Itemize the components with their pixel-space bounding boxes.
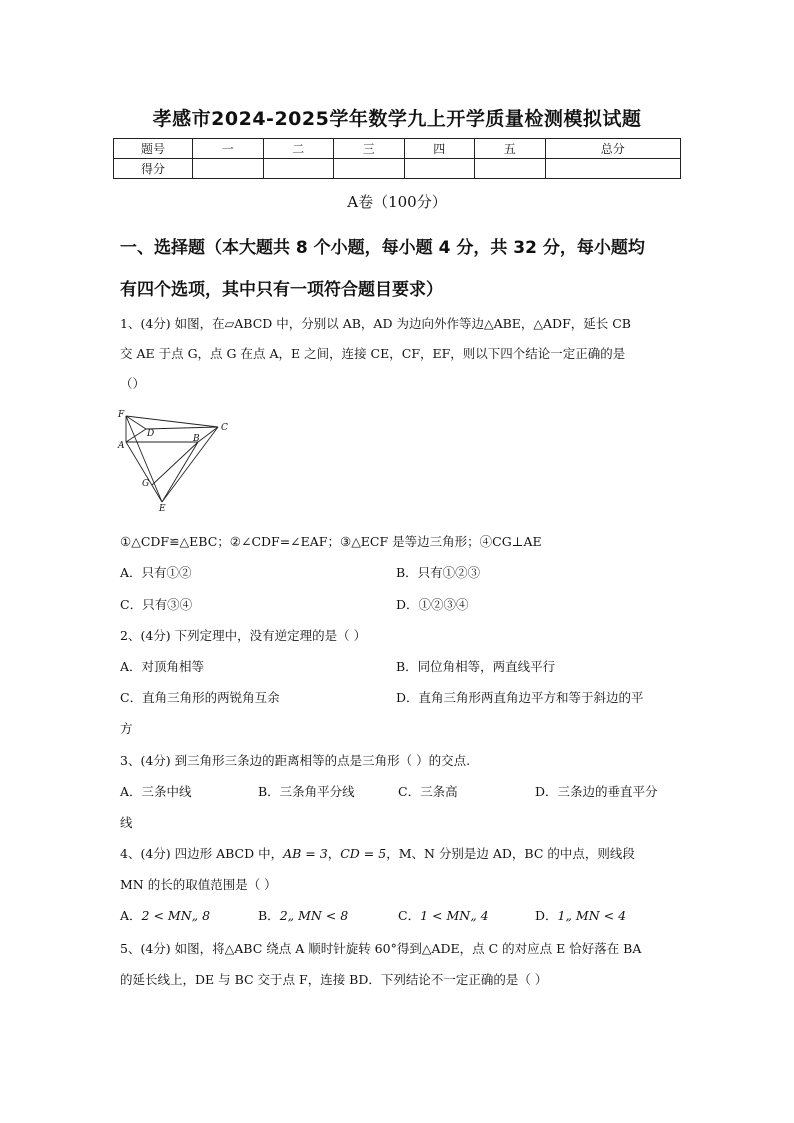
q4-option-c-label: C．: [398, 908, 421, 923]
q4-option-b-expr: 2„ MN < 8: [279, 908, 349, 923]
q1-option-d[interactable]: D．①②③④: [396, 597, 469, 612]
q4-equation-cd: CD = 5: [340, 846, 387, 861]
table-row: [114, 159, 681, 179]
figure-label-c: C: [221, 423, 228, 433]
q5-stem-line: 5、(4分) 如图，将△ABC 绕点 A 顺时针旋转 60°得到△ADE，点 C 的对应点 E 恰好落在 BA: [120, 941, 642, 956]
table-cell: 题号: [114, 139, 193, 159]
q5-stem-line: 的延长线上，DE 与 BC 交于点 F，连接 BD．下列结论不一定正确的是（ ）: [120, 972, 548, 987]
q2-option-a[interactable]: A．对顶角相等: [120, 659, 205, 674]
table-row: [114, 139, 681, 159]
table-cell: 总分: [545, 139, 681, 159]
figure-label-g: G: [142, 479, 150, 489]
figure-label-f: F: [118, 410, 125, 420]
table-cell: 一: [193, 139, 264, 159]
q1-stem-line: 1、(4分) 如图，在▱ABCD 中，分别以 AB，AD 为边向外作等边△ABE，△ADF，延长 CB: [120, 316, 631, 331]
q4-option-b[interactable]: [258, 906, 348, 924]
q3-stem: 3、(4分) 到三角形三条边的距离相等的点是三角形（ ）的交点.: [120, 753, 471, 768]
q1-option-a[interactable]: A．只有①②: [120, 565, 192, 580]
score-entry-cell[interactable]: [475, 159, 546, 179]
q1-option-c[interactable]: C．只有③④: [120, 597, 193, 612]
q3-option-c[interactable]: C．三条高: [398, 784, 458, 799]
score-table: [113, 138, 681, 179]
q3-option-d[interactable]: D．三条边的垂直平分: [535, 784, 658, 799]
figure-label-a: A: [118, 441, 125, 451]
q1-geometry-figure: [114, 405, 234, 513]
q4-option-a-expr: 2 < MN„ 8: [141, 908, 211, 923]
section-heading-line: 有四个选项，其中只有一项符合题目要求）: [120, 280, 443, 300]
figure-label-e: E: [159, 504, 166, 513]
score-entry-cell[interactable]: [193, 159, 264, 179]
table-cell: 四: [404, 139, 475, 159]
q1-stem-line: （）: [120, 376, 146, 391]
q1-conclusions: ①△CDF≌△EBC；②∠CDF=∠EAF；③△ECF 是等边三角形；④CG⊥AE: [120, 534, 542, 549]
q4-option-a[interactable]: [120, 906, 210, 924]
figure-label-b: B: [193, 434, 200, 444]
q4-stem-end: ，M、N 分别是边 AD，BC 的中点，则线段: [386, 846, 635, 861]
q3-option-b[interactable]: B．三条角平分线: [258, 784, 355, 799]
table-cell: 得分: [114, 159, 193, 179]
q3-option-d-continued: 线: [120, 815, 133, 830]
q2-stem: 2、(4分) 下列定理中，没有逆定理的是（ ）: [120, 628, 367, 643]
q4-equation-ab: AB = 3: [283, 846, 328, 861]
section-title: A卷（100分）: [347, 193, 447, 211]
score-entry-cell[interactable]: [404, 159, 475, 179]
q3-option-a[interactable]: A．三条中线: [120, 784, 192, 799]
q4-option-a-label: A．: [120, 908, 142, 923]
score-entry-cell[interactable]: [263, 159, 334, 179]
q2-option-c[interactable]: C．直角三角形的两锐角互余: [120, 690, 280, 705]
page-title: 孝感市2024-2025学年数学九上开学质量检测模拟试题: [152, 108, 642, 130]
q4-separator: ，: [327, 846, 341, 861]
q4-stem-line2: MN 的长的取值范围是（ ）: [120, 877, 277, 892]
table-cell: 三: [334, 139, 405, 159]
q1-option-b[interactable]: B．只有①②③: [396, 565, 481, 580]
q4-option-d[interactable]: [535, 906, 626, 924]
q4-option-d-label: D．: [535, 908, 558, 923]
score-entry-cell[interactable]: [545, 159, 681, 179]
section-heading-line: 一、选择题（本大题共 8 个小题，每小题 4 分，共 32 分，每小题均: [120, 238, 645, 258]
score-entry-cell[interactable]: [334, 159, 405, 179]
q4-option-c[interactable]: [398, 906, 489, 924]
q4-stem-start: 4、(4分) 四边形 ABCD 中，: [120, 846, 284, 861]
q4-option-c-expr: 1 < MN„ 4: [420, 908, 489, 923]
q4-option-d-expr: 1„ MN < 4: [557, 908, 627, 923]
q2-option-d-continued: 方: [120, 721, 133, 736]
q2-option-d[interactable]: D．直角三角形两直角边平方和等于斜边的平: [396, 690, 644, 705]
q4-stem-line: [120, 844, 685, 862]
q1-stem-line: 交 AE 于点 G，点 G 在点 A，E 之间，连接 CE，CF，EF，则以下四个结论一定正确的是: [120, 346, 626, 361]
figure-label-d: D: [147, 429, 155, 439]
q4-option-b-label: B．: [258, 908, 280, 923]
table-cell: 二: [263, 139, 334, 159]
table-cell: 五: [475, 139, 546, 159]
q2-option-b[interactable]: B．同位角相等，两直线平行: [396, 659, 556, 674]
